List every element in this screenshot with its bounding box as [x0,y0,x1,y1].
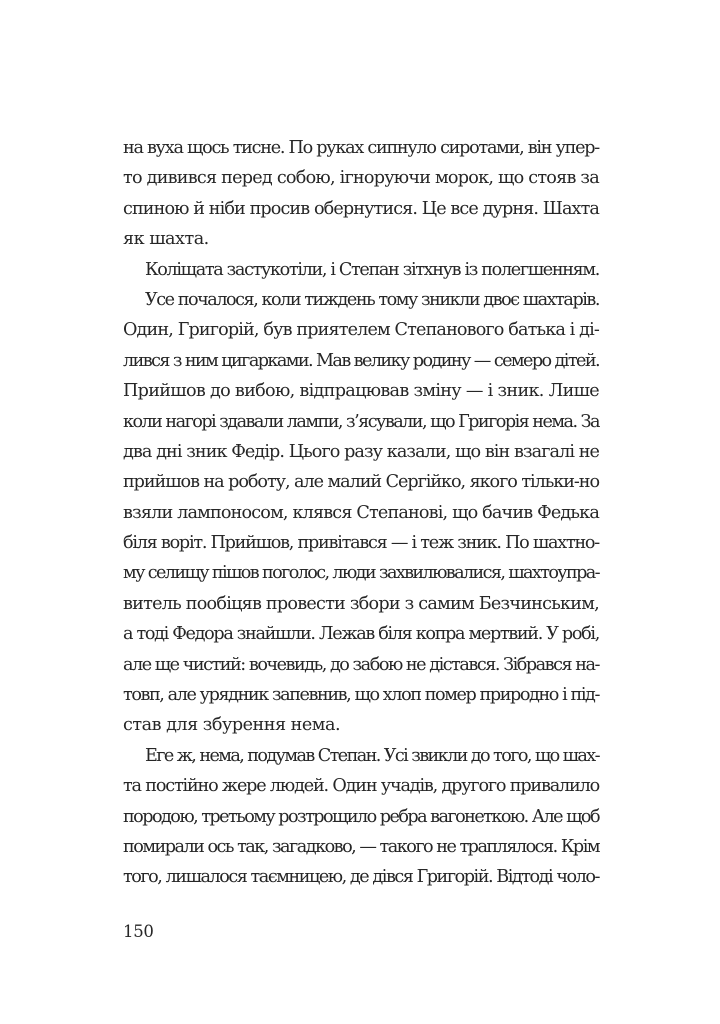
text-line: коли нагорі здавали лампи, з’ясували, що Григорія нема. За [123,411,599,432]
text-line: то дивився перед собою, ігноруючи морок, що стояв за [123,168,599,189]
text-line: того, лишалося таємницею, де дівся Григорій. Відтоді чоло- [123,867,599,888]
text-line: спиною й ніби просив обернутися. Це все дурня. Шахта [123,198,599,219]
text-line: породою, третьому розтрощило ребра вагонеткою. Але щоб [123,806,599,827]
text-line: два дні зник Федір. Цього разу казали, що він взагалі не [123,441,599,462]
text-line: Еге ж, нема, подумав Степан. Усі звикли до того, що шах- [145,745,599,766]
text-line: але ще чистий: вочевидь, до забою не дістався. Зібрався на- [123,654,599,675]
body-text [123,133,599,893]
text-line: му селищу пішов поголос, люди захвилювалися, шахтоупра- [123,563,599,584]
text-line: Один, Григорій, був приятелем Степанового батька і ді- [123,320,600,341]
text-line: товп, але урядник запевнив, що хлоп помер природно і під- [123,685,599,706]
text-line: витель пообіцяв провести збори з самим Безчинським, [123,593,599,614]
text-line: та постійно жере людей. Один учадів, другого привалило [123,776,599,797]
text-line: помирали ось так, загадково, — такого не траплялося. Крім [123,836,599,857]
text-line: Усе почалося, коли тиждень тому зникли двоє шахтарів. [145,289,599,310]
text-line: Коліщата застукотіли, і Степан зітхнув із полегшенням. [145,259,599,280]
text-line: став для збурення нема. [123,715,341,736]
text-line: на вуха щось тисне. По руках сипнуло сиротами, він упер- [123,138,599,158]
text-line: як шахта. [123,229,209,250]
text-line: прийшов на роботу, але малий Сергійко, якого тільки-но [123,472,599,493]
text-line: Прийшов до вибою, відпрацював зміну — і зник. Лише [123,381,599,402]
text-line: взяли лампоносом, клявся Степанові, що бачив Федька [123,502,599,523]
text-line: а тоді Федора знайшли. Лежав біля копра мертвий. У робі, [123,624,599,645]
page-number: 150 [123,922,154,941]
text-line: біля воріт. Прийшов, привітався — і теж зник. По шахтно- [123,533,599,554]
text-line: лився з ним цигарками. Мав велику родину — семеро дітей. [123,350,599,371]
